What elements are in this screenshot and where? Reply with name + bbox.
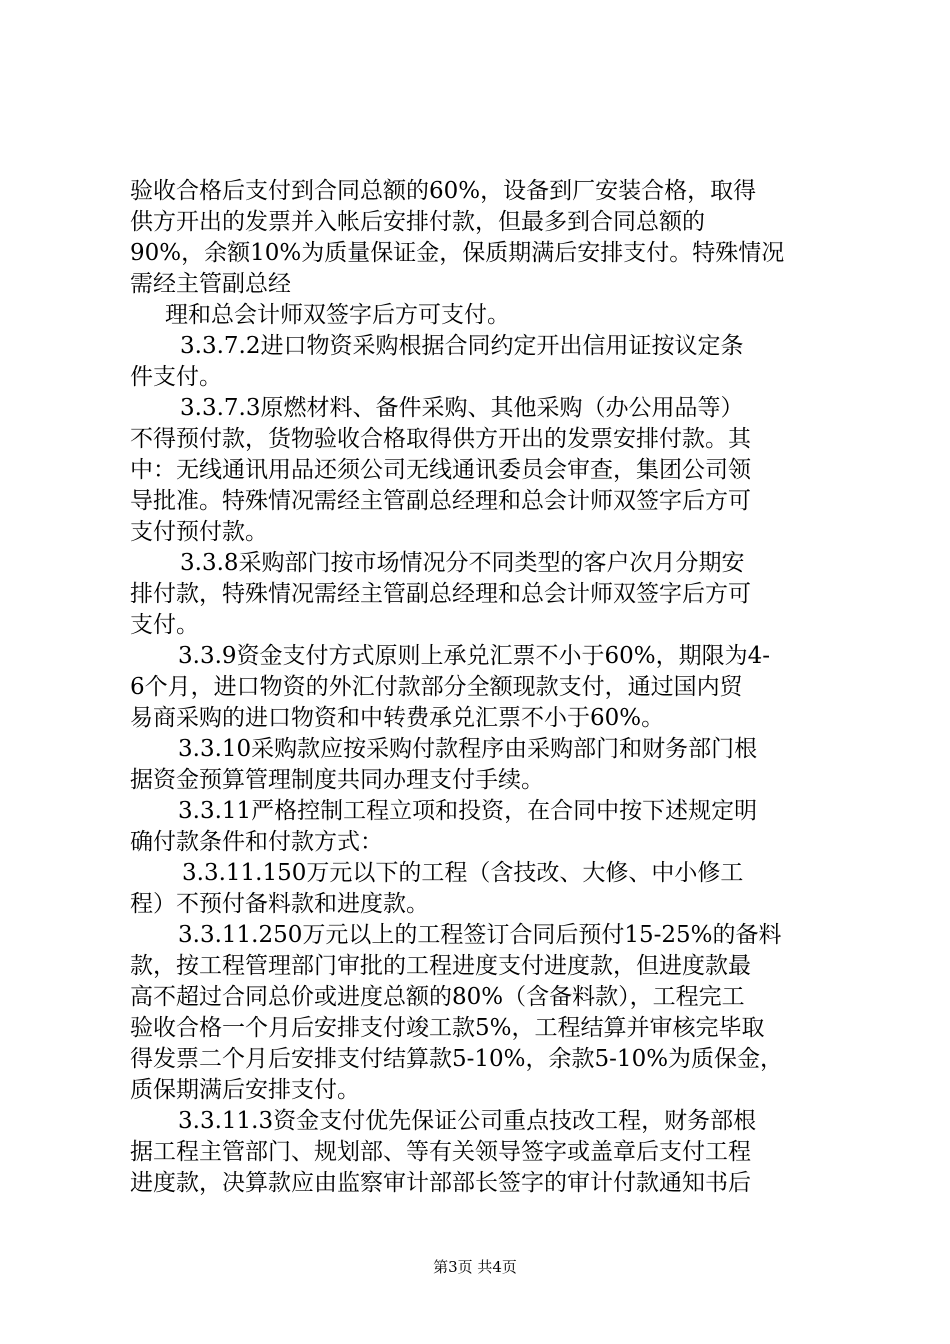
text-line: 排付款，特殊情况需经主管副总经理和总会计师双签字后方可 [130, 581, 751, 607]
text-line: 支付预付款。 [130, 519, 268, 545]
text-line: 款，按工程管理部门审批的工程进度支付进度款，但进度款最 [130, 953, 751, 979]
text-line: 易商采购的进口物资和中转费承兑汇票不小于60%。 [130, 705, 665, 731]
text-line: 供方开出的发票并入帐后安排付款，但最多到合同总额的 [130, 209, 705, 235]
text-line: 据资金预算管理制度共同办理支付手续。 [130, 767, 544, 793]
text-line: 程）不预付备料款和进度款。 [130, 891, 429, 917]
text-line: 据工程主管部门、规划部、等有关领导签字或盖章后支付工程 [130, 1139, 751, 1165]
text-line: 3.3.11严格控制工程立项和投资，在合同中按下述规定明 [178, 798, 758, 824]
text-line: 不得预付款，货物验收合格取得供方开出的发票安排付款。其 [130, 426, 751, 452]
text-line: 3.3.9资金支付方式原则上承兑汇票不小于60%，期限为4- [178, 643, 771, 669]
text-line: 中：无线通讯用品还须公司无线通讯委员会审查，集团公司领 [130, 457, 751, 483]
text-line: 3.3.10采购款应按采购付款程序由采购部门和财务部门根 [178, 736, 758, 762]
text-line: 需经主管副总经 [130, 271, 291, 297]
text-line: 高不超过合同总价或进度总额的80%（含备料款），工程完工 [130, 984, 745, 1010]
text-line: 确付款条件和付款方式： [130, 829, 383, 855]
text-line: 得发票二个月后安排支付结算款5-10%，余款5-10%为质保金， [130, 1046, 784, 1072]
text-line: 导批准。特殊情况需经主管副总经理和总会计师双签字后方可 [130, 488, 751, 514]
text-line: 3.3.11.3资金支付优先保证公司重点技改工程，财务部根 [178, 1108, 757, 1134]
text-line: 3.3.7.2进口物资采购根据合同约定开出信用证按议定条 [180, 333, 744, 359]
text-line: 3.3.7.3原燃材料、备件采购、其他采购（办公用品等） [180, 395, 744, 421]
page-footer [0, 1257, 950, 1277]
text-line: 验收合格一个月后安排支付竣工款5%，工程结算并审核完毕取 [130, 1015, 765, 1041]
text-line: 支付。 [130, 612, 199, 638]
text-line: 进度款，决算款应由监察审计部部长签字的审计付款通知书后 [130, 1170, 751, 1196]
text-line: 质保期满后安排支付。 [130, 1077, 360, 1103]
text-line: 件支付。 [130, 364, 222, 390]
text-line: 3.3.11.150万元以下的工程（含技改、大修、中小修工 [182, 860, 744, 886]
text-line: 3.3.11.250万元以上的工程签订合同后预付15-25%的备料 [178, 922, 782, 948]
page-number-label: 第3页 共4页 [433, 1258, 517, 1276]
text-line: 理和总会计师双签字后方可支付。 [165, 302, 510, 328]
text-line: 6个月，进口物资的外汇付款部分全额现款支付，通过国内贸 [130, 674, 743, 700]
text-line: 90%，余额10%为质量保证金，保质期满后安排支付。特殊情况 [130, 240, 785, 266]
text-line: 3.3.8采购部门按市场情况分不同类型的客户次月分期安 [180, 550, 745, 576]
text-line: 验收合格后支付到合同总额的60%，设备到厂安装合格，取得 [130, 178, 757, 204]
